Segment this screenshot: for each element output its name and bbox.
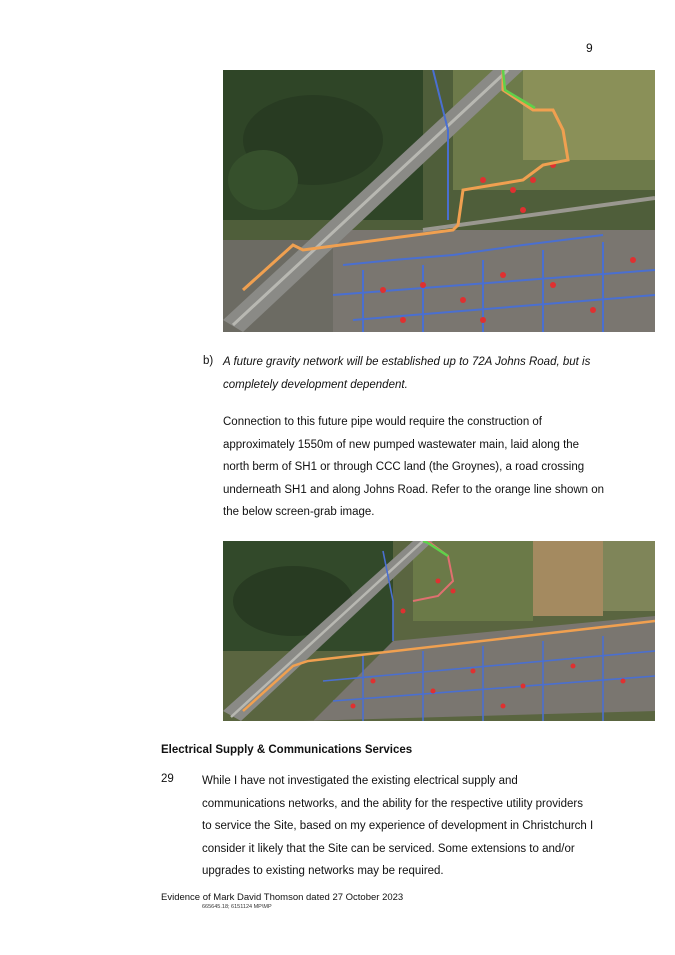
paragraph-line: While I have not investigated the existing electrical supply and [202,775,518,787]
paragraph-line: Connection to this future pipe would require the construction of [223,416,542,428]
item-b-line-2: completely development dependent. [223,378,408,391]
paragraph-line: north berm of SH1 or through CCC land (the Groynes), a road crossing [223,461,585,473]
item-b-line-1: A future gravity network will be established up to 72A Johns Road, but is [223,356,591,368]
paragraph-line: the below screen-grab image. [223,506,375,518]
paragraph-line: consider it likely that the Site can be serviced. Some extensions to and/or [202,842,575,855]
aerial-map-top [223,70,655,332]
paragraph-number: 29 [161,773,174,785]
item-b-italic-text [223,351,623,396]
paragraph-29 [202,770,602,883]
paragraph-line: underneath SH1 and along Johns Road. Refer to the orange line shown on [223,483,605,496]
aerial-map-bottom [223,541,655,721]
list-item-letter: b) [203,355,214,367]
paragraph-line: upgrades to existing networks may be required. [202,865,444,877]
footer-evidence-line: Evidence of Mark David Thomson dated 27 October 2023 [161,892,404,903]
paragraph-line: communications networks, and the ability for the respective utility providers [202,797,583,810]
paragraph-line: to service the Site, based on my experience of development in Christchurch I [202,820,594,832]
footer-reference: 665645.18; 6151124 MP\MP [202,904,272,910]
page-number: 9 [586,41,593,55]
paragraph-line: approximately 1550m of new pumped wastewater main, laid along the [223,438,580,451]
section-heading: Electrical Supply & Communications Services [161,744,413,756]
item-b-paragraph [223,411,633,524]
